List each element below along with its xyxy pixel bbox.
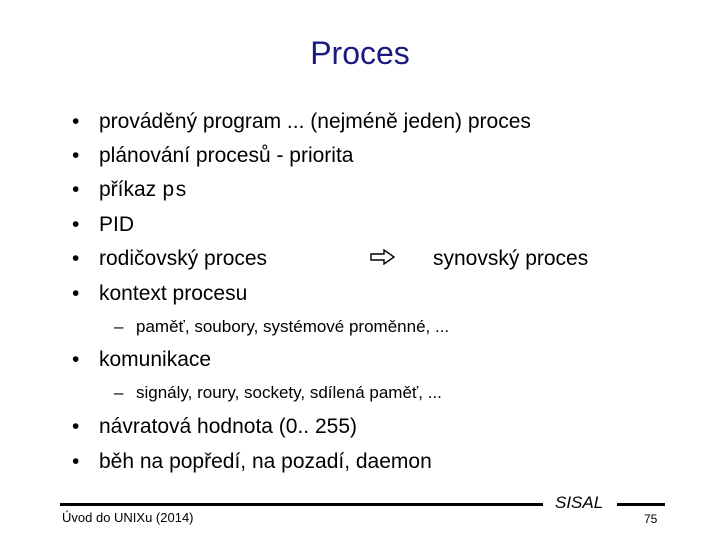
bullet-text: běh na popředí, na pozadí, daemon xyxy=(99,450,432,473)
footer-brand: SISAL xyxy=(555,493,604,512)
bullet-marker: • xyxy=(72,144,80,167)
sub-bullet-text: signály, roury, sockety, sdílená paměť, ... xyxy=(136,383,442,402)
bullet-text: komunikace xyxy=(99,348,212,371)
dash-marker: – xyxy=(114,383,124,402)
bullet-marker: • xyxy=(72,178,80,201)
slide-title: Proces xyxy=(310,35,410,71)
bullet-marker: • xyxy=(72,110,80,133)
sub-bullet-text: paměť, soubory, systémové proměnné, ... xyxy=(136,317,450,336)
footer-course: Úvod do UNIXu (2014) xyxy=(62,510,194,525)
bullet-text: plánování procesů - priorita xyxy=(99,144,354,167)
bullet-text: kontext procesu xyxy=(99,282,248,305)
bullet-text: PID xyxy=(99,213,135,236)
bullet-text-prefix: příkaz xyxy=(99,178,163,201)
footer-rule-left xyxy=(60,503,543,506)
bullet-text: prováděný program ... (nejméně jeden) proces xyxy=(99,110,531,133)
bullet-marker: • xyxy=(72,415,80,438)
bullet-text: rodičovský proces xyxy=(99,247,268,270)
bullet-marker: • xyxy=(72,247,80,270)
bullet-text-after-arrow: synovský proces xyxy=(433,247,589,270)
bullet-text: návratová hodnota (0.. 255) xyxy=(99,415,358,438)
bullet-marker: • xyxy=(72,282,80,305)
command-code: ps xyxy=(162,180,188,203)
bullet-marker: • xyxy=(72,213,80,236)
page-number: 75 xyxy=(644,512,658,526)
footer-rule-right xyxy=(617,503,665,506)
dash-marker: – xyxy=(114,317,124,336)
bullet-marker: • xyxy=(72,450,80,473)
hollow-right-arrow-icon xyxy=(370,249,396,265)
bullet-marker: • xyxy=(72,348,80,371)
bullet-text xyxy=(99,178,187,203)
